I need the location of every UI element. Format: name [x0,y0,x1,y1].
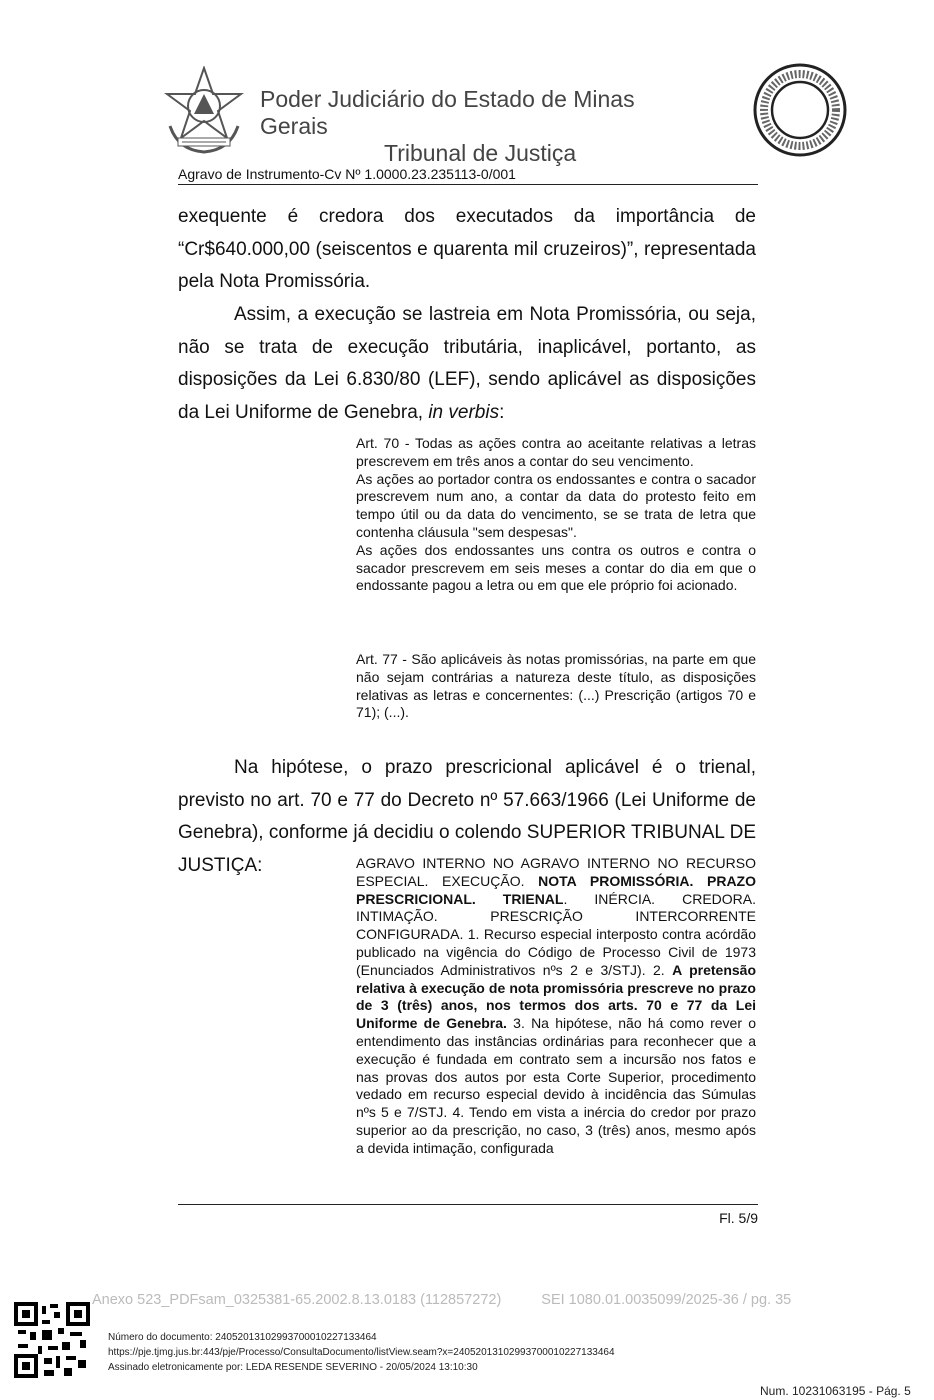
paragraph-1: exequente é credora dos executados da importância de “Cr$640.000,00 (seiscentos e quarenta mil cruzeiros)”, representada pela Nota Promissória. [178,206,756,292]
quote-art-70 [356,435,756,595]
sei-ref: SEI 1080.01.0035099/2025-36 / pg. 35 [541,1292,792,1308]
paragraph-2-italic: in verbis [428,401,500,423]
quote-stj-s3: 3. Na hipótese, não há como rever o entendimento das instâncias ordinárias para reconhecer que a execução é fundada em contrato sem a incursão nos fatos e nas provas dos autos por esta Corte Superior, procedimento vedado em recurso especial devido à incidência das Súmulas nºs 5 e 7/STJ. 4. Tendo em vista a inércia do credor por prazo superior ao da prescrição, no caso, 3 (três) anos, mesmo após a devida intimação, configurada [356,1015,757,1156]
quote-stj-s1: AGRAVO INTERNO NO AGRAVO INTERNO NO RECURSO ESPECIAL. EXECUÇÃO. [356,855,756,889]
quote-art-70-para: As ações dos endossantes uns contra os outros e contra o sacador prescrevem em seis meses a contar do dia em que o endossante pagou a letra ou em que ele próprio foi acionado. [356,541,756,594]
qr-code-icon [14,1302,90,1378]
signature-info: Assinado eletronicamente por: LEDA RESENDE SEVERINO - 20/05/2024 13:10:30 [108,1362,478,1373]
paragraph-2-end: : [499,401,505,423]
paragraph-2 [178,299,756,429]
folio-number: Fl. 5/9 [719,1210,758,1226]
page-number: Num. 10231063195 - Pág. 5 [760,1384,911,1398]
quote-stj-ruling [356,855,756,1158]
quote-stj-s2: . INÉRCIA. CREDORA. INTIMAÇÃO. PRESCRIÇÃO INTERCORRENTE CONFIGURADA. 1. Recurso especial interposto contra acórdão publicado na vigência do Código de Processo Civil de 1973 (Enunciados Administrativos nºs 2 e 3/STJ). 2. [356,890,756,978]
document-number: Número do documento: 24052013102993700010227133464 [108,1332,377,1343]
court-title-line1: Poder Judiciário do Estado de Minas Gerais [260,86,635,139]
document-metadata [108,1330,615,1375]
quote-art-77: Art. 77 - São aplicáveis às notas promissórias, na parte em que não sejam contrárias a natureza deste título, as disposições relativas as letras e concernentes: (...) Prescrição (artigos 70 e 71); (...). [356,651,756,721]
document-url[interactable]: https://pje.tjmg.jus.br:443/pje/Processo/ConsultaDocumento/listView.seam?x=24052013102993700010227133464 [108,1347,615,1358]
coat-of-arms-icon [164,66,244,158]
court-title-line2: Tribunal de Justiça [384,140,577,166]
quote-stj-s2-bold: A pretensão relativa à execução de nota promissória prescreve no prazo de 3 (três) anos, nos termos dos arts. 70 e 77 da Lei Uniforme de Genebra. [356,961,757,1032]
paragraph-3: Na hipótese, o prazo prescricional aplicável é o trienal, previsto no art. 70 e 77 do Decreto nº 57.663/1966 (Lei Uniforme de Genebra), conforme já decidiu o colendo SUPERIOR TRIBUNAL DE JUSTIÇA: [178,757,756,876]
case-number-line: Agravo de Instrumento-Cv Nº 1.0000.23.235113-0/001 [178,166,758,185]
bottom-divider [178,1204,758,1205]
quote-art-70-para: As ações ao portador contra os endossantes e contra o sacador prescrevem num ano, a contar da data do protesto feito em tempo útil ou da data do vencimento, se se trata de letra que contenha cláusula "sem despesas". [356,470,756,540]
annex-watermark [92,1292,791,1308]
quote-art-70-para: Art. 70 - Todas as ações contra ao aceitante relativas a letras prescrevem em três anos a contar do seu vencimento. [356,435,756,469]
quote-stj-s1-bold: NOTA PROMISSÓRIA. PRAZO PRESCRICIONAL. TRIENAL [356,872,757,907]
court-seal-icon [752,62,848,158]
court-title [260,86,700,167]
paragraph-2-text: Assim, a execução se lastreia em Nota Promissória, ou seja, não se trata de execução tributária, inaplicável, portanto, as disposições da Lei 6.830/80 (LEF), sendo aplicável as disposições da Lei Uniforme de Genebra, [178,304,756,423]
annex-id: Anexo 523_PDFsam_0325381-65.2002.8.13.0183 (112857272) [92,1292,502,1308]
